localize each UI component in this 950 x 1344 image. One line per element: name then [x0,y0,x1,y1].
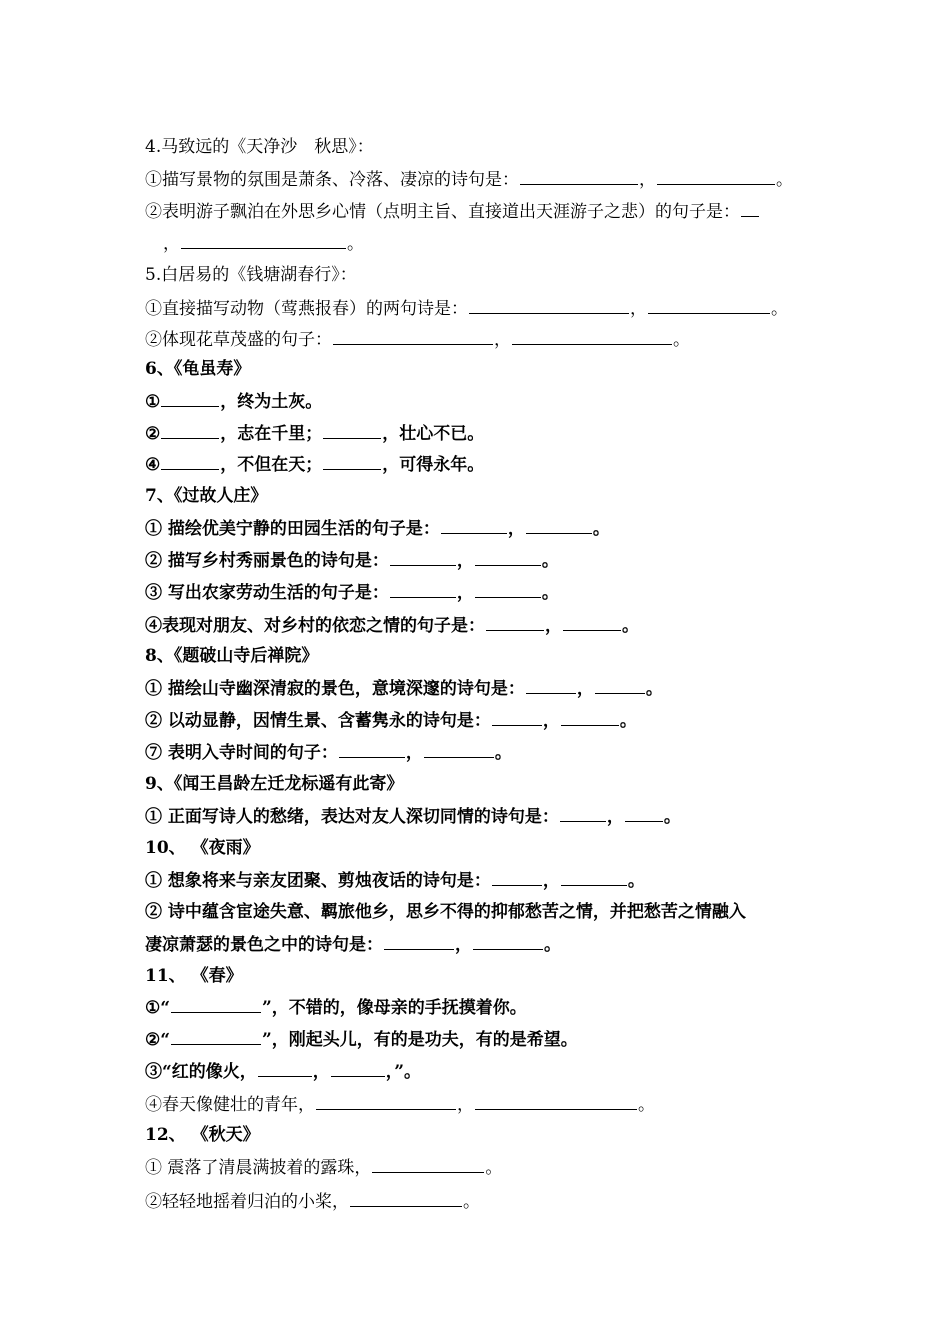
q-text: ②表明游子飘泊在外思乡心情（点明主旨、直接道出天涯游子之悲）的句子是： [145,202,740,222]
punct: ， [456,583,474,603]
q-text: ①描写景物的氛围是萧条、冷落、凄凉的诗句是： [145,170,519,190]
punct: 。 [541,583,559,603]
punct: ”。 [394,1062,422,1082]
q-text: 凄凉萧瑟的景色之中的诗句是： [145,935,383,955]
answer-blank[interactable] [486,614,544,631]
answer-blank[interactable] [323,422,381,439]
punct: 。 [638,1095,655,1115]
circle-num: ③ [145,583,162,603]
section-11-q1 [145,996,835,1018]
answer-blank[interactable] [333,328,493,345]
answer-blank[interactable] [258,1060,312,1077]
q-text: ①直接描写动物（莺燕报春）的两句诗是： [145,299,468,319]
punct: ， [456,551,474,571]
q-text: ④表现对朋友、对乡村的依恋之情的句子是： [145,616,485,636]
section-4-q2-cont [163,232,853,254]
q-text: ，终为土灰。 [220,392,323,412]
circle-num: ① [145,392,161,412]
punct: ， [457,1095,474,1115]
circle-num: ① [145,807,162,827]
answer-blank[interactable] [492,869,542,886]
section-10-q2-cont [145,933,835,955]
answer-blank[interactable] [475,1093,637,1110]
q-text: 正面写诗人的愁绪，表达对友人深切同情的诗句是： [167,807,559,827]
section-8-title: 8、《题破山寺后禅院》 [145,646,319,666]
answer-blank[interactable] [372,1156,484,1173]
q-text: 写出农家劳动生活的句子是： [167,583,389,603]
punct: 。 [347,234,364,254]
answer-blank[interactable] [563,614,621,631]
answer-blank[interactable] [323,453,381,470]
punct: “ [160,1030,171,1050]
answer-blank[interactable] [526,517,592,534]
circle-num: ① [145,679,162,699]
punct: 。 [663,807,681,827]
circle-num: ① [145,519,162,539]
punct: ， [542,871,560,891]
q-text: ②体现花草茂盛的句子： [145,330,332,350]
section-9-q1 [145,805,835,827]
section-4-title: 4.马致远的《天净沙 秋思》： [145,137,374,157]
answer-blank[interactable] [520,168,638,185]
punct: 。 [771,299,788,319]
punct: ， [312,1062,330,1082]
punct: 。 [776,170,793,190]
punct: ， [455,935,472,955]
punct: ， [542,711,560,731]
answer-blank[interactable] [741,200,759,217]
section-7-q4 [145,614,835,636]
section-8-q1 [145,677,835,699]
punct: ， [385,1062,395,1082]
answer-blank[interactable] [331,1060,385,1077]
section-11-q4 [145,1093,835,1115]
answer-blank[interactable] [469,297,629,314]
answer-blank[interactable] [171,996,261,1013]
q-text: ，壮心不已。 [382,424,485,444]
section-7-q3 [145,581,835,603]
section-7-title: 7、《过故人庄》 [145,486,268,506]
q-text: ②轻轻地摇着归泊的小桨， [145,1192,349,1212]
circle-num: ⑦ [145,743,162,763]
answer-blank[interactable] [339,741,405,758]
section-11-q3 [145,1060,835,1082]
section-11-q2 [145,1028,835,1050]
q-text: 描绘优美宁静的田园生活的句子是： [167,519,440,539]
answer-blank[interactable] [316,1093,456,1110]
q-text: 表明入寺时间的句子： [167,743,338,763]
section-10-q1 [145,869,835,891]
circle-num: ① [145,1158,162,1178]
answer-blank[interactable] [561,869,627,886]
circle-num: ② [145,1030,161,1050]
answer-blank[interactable] [657,168,775,185]
section-6-title: 6、《龟虽寿》 [145,359,251,379]
section-7-q1 [145,517,835,539]
punct: ， [630,299,647,319]
circle-num: ④ [145,455,161,475]
circle-num: ① [145,871,162,891]
answer-blank[interactable] [161,422,219,439]
section-5-q1 [145,297,835,319]
answer-blank[interactable] [161,390,219,407]
q-text: 描绘山寺幽深清寂的景色，意境深邃的诗句是： [167,679,525,699]
section-12-q2 [145,1190,835,1212]
section-7-q2 [145,549,835,571]
q-text: 想象将来与亲友团聚、剪烛夜话的诗句是： [167,871,491,891]
section-5-q2 [145,328,835,350]
punct: 。 [622,616,639,636]
answer-blank[interactable] [561,709,619,726]
punct: ， [494,330,511,350]
section-4-q1 [145,168,835,190]
answer-blank[interactable] [384,933,454,950]
answer-blank[interactable] [625,805,663,822]
answer-blank[interactable] [560,805,606,822]
answer-blank[interactable] [161,453,219,470]
punct: 。 [645,679,663,699]
answer-blank[interactable] [441,517,507,534]
q-text: 描写乡村秀丽景色的诗句是： [167,551,389,571]
q-text: ④春天像健壮的青年， [145,1095,315,1115]
punct: ， [545,616,562,636]
q-text: ”，不错的，像母亲的手抚摸着你。 [262,998,527,1018]
punct: ， [163,234,180,254]
punct: 。 [627,871,645,891]
answer-blank[interactable] [473,933,543,950]
q-text: ，志在千里； [220,424,323,444]
section-6-q1 [145,390,835,412]
answer-blank[interactable] [492,709,542,726]
answer-blank[interactable] [390,581,456,598]
punct: “ [160,998,171,1018]
circle-num: ② [145,711,162,731]
punct: ， [606,807,624,827]
section-12-title: 12、 《秋天》 [145,1125,260,1145]
q-text: ，可得永年。 [382,455,485,475]
circle-num: ② [145,424,161,444]
answer-blank[interactable] [475,581,541,598]
punct: ， [639,170,656,190]
punct: 。 [485,1158,503,1178]
circle-num: ③ [145,1062,162,1082]
section-10-q2 [145,901,835,923]
punct: ， [507,519,525,539]
q-text: ”，刚起头儿，有的是功夫，有的是希望。 [262,1030,578,1050]
punct: 。 [463,1192,480,1212]
answer-blank[interactable] [512,328,672,345]
answer-blank[interactable] [595,677,645,694]
answer-blank[interactable] [181,232,346,249]
q-text: 以动显静，因情生景、含蓄隽永的诗句是： [167,711,491,731]
answer-blank[interactable] [171,1028,261,1045]
punct: 。 [619,711,637,731]
q-text: 震落了清晨满披着的露珠， [167,1158,372,1178]
section-9-title: 9、《闻王昌龄左迁龙标遥有此寄》 [145,774,404,794]
section-12-q1 [145,1156,835,1178]
circle-num: ① [145,998,161,1018]
section-11-title: 11、 《春》 [145,966,243,986]
punct: 。 [494,743,512,763]
circle-num: ② [145,551,162,571]
section-10-title: 10、 《夜雨》 [145,838,260,858]
answer-blank[interactable] [526,677,576,694]
answer-blank[interactable] [390,549,456,566]
q-text: 诗中蕴含宦途失意、羁旅他乡，思乡不得的抑郁愁苦之情，并把愁苦之情融入 [167,902,746,922]
answer-blank[interactable] [424,741,494,758]
answer-blank[interactable] [475,549,541,566]
circle-num: ② [145,902,162,922]
punct: 。 [541,551,559,571]
q-text: ，不但在天； [220,455,323,475]
punct: 。 [592,519,610,539]
punct: 。 [673,330,690,350]
section-6-q4 [145,453,835,475]
punct: ， [576,679,594,699]
section-4-q2 [145,200,835,222]
section-6-q2 [145,422,835,444]
section-5-title: 5.白居易的《钱塘湖春行》： [145,265,357,285]
answer-blank[interactable] [648,297,770,314]
section-8-q2 [145,709,835,731]
answer-blank[interactable] [350,1190,462,1207]
q-text: “红的像火， [162,1062,257,1082]
section-8-q3 [145,741,835,763]
punct: 。 [544,935,561,955]
punct: ， [405,743,423,763]
